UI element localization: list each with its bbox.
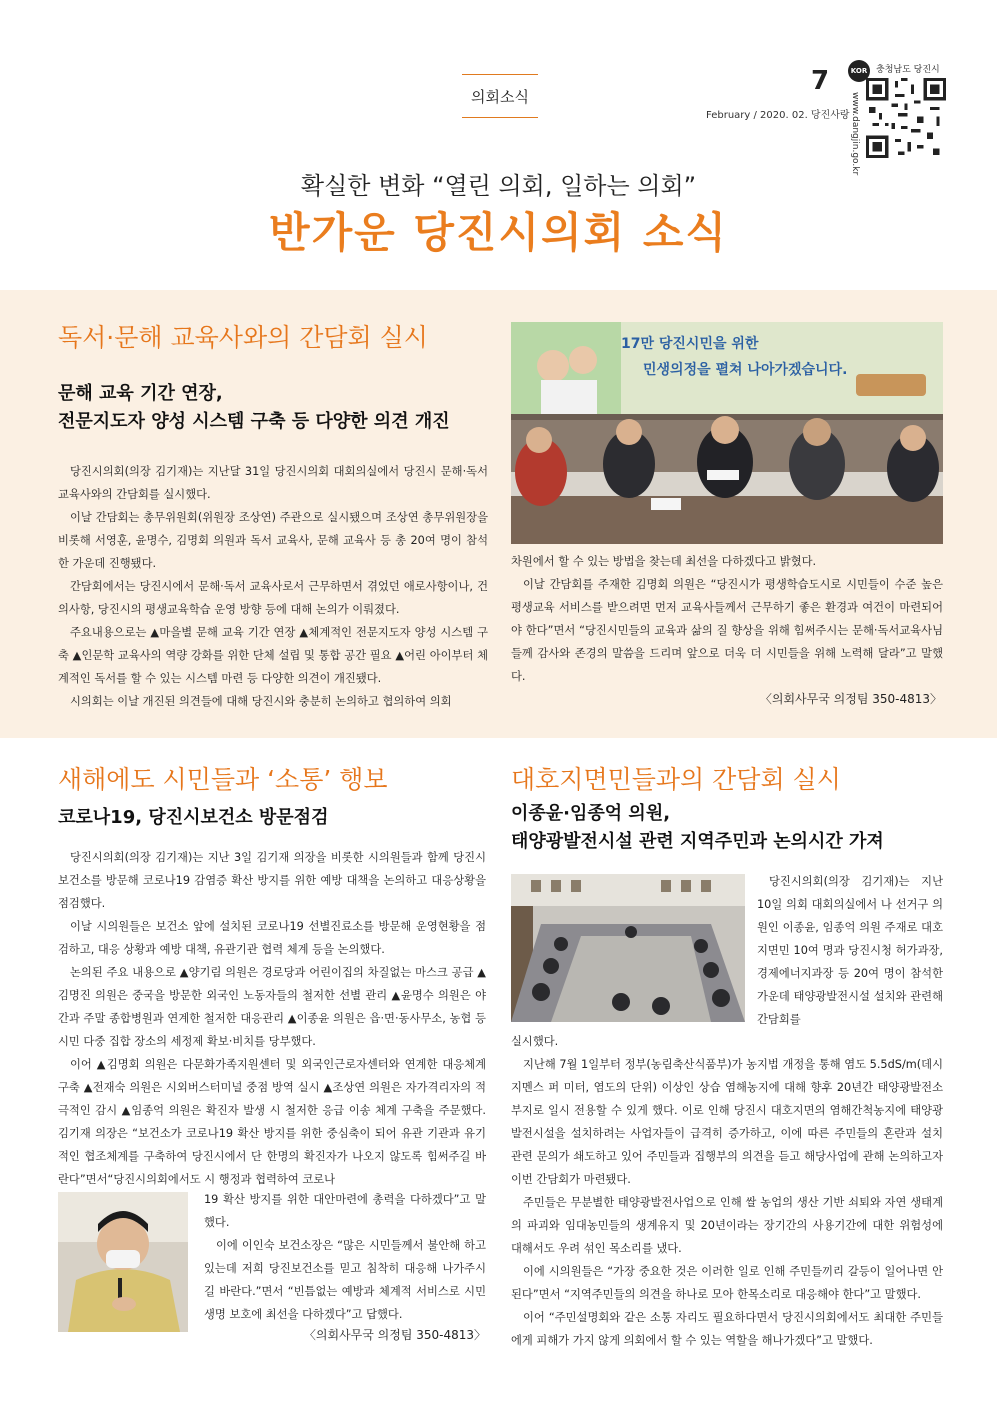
photo-banner-line-1: 17만 당진시민을 위한 <box>621 336 759 352</box>
health-center-photo <box>58 1192 188 1332</box>
paragraph: 당진시의회(의장 김기재)는 지난달 31일 당진시의회 대회의실에서 당진시 문해·독서 교육사와의 간담회를 실시했다. <box>58 465 488 501</box>
paragraph: 주요내용으로는 ▲마을별 문해 교육 기간 연장 ▲체계적인 전문지도자 양성 시스템 구축 ▲인문학 교육사의 역량 강화를 위한 단체 설립 및 통합 공간 필요 ▲어린 아이부터 체계적인 독서를 할 수 있는 시스템 마련 등 다양한 의견이 개진됐다. <box>58 626 488 685</box>
article1-headline: 독서·문해 교육사와의 간담회 실시 <box>58 323 428 352</box>
paragraph: 당진시의회(의장 김기재)는 지난 10일 의회 대회의실에서 나 선거구 의원인 이종윤, 임종억 의원 주재로 대호지면민 10여 명과 당진시청 허가과장, 경제에너지과장 등 20여 명이 참석한 가운데 태양광발전시설 설치와 관련해 간담회를 <box>757 875 943 1026</box>
page-title: 반가운 당진시의회 소식 <box>269 208 728 257</box>
paragraph: 이날 간담회를 주재한 김명회 의원은 “당진시가 평생학습도시로 시민들이 수준 높은 평생교육 서비스를 받으려면 먼저 교육사들께서 근무하기 좋은 환경과 여건이 마련되어야 한다”면서 “당진시민들의 교육과 삶의 질 향상을 위해 힘써주시는 문해·독서교육사님들께 감사와 존경의 말씀을 드리며 앞으로 더욱 더 시민들을 위해 노력해 달라”고 말했다. <box>511 578 943 683</box>
article2-body-tail <box>204 1188 486 1326</box>
article2-subheadline: 코로나19, 당진시보건소 방문점검 <box>58 807 329 828</box>
paragraph: 이어 “주민설명회와 같은 소통 자리도 필요하다면서 당진시의회에서도 최대한 주민들에게 피해가 가지 않게 의회에서 할 수 있는 역할을 해나가겠다”고 말했다. <box>511 1311 943 1347</box>
kor-badge-icon: KOR <box>848 60 870 82</box>
page-number: 7 <box>811 66 830 96</box>
photo-banner-line-2: 민생의정을 펼쳐 나아가겠습니다. <box>643 362 848 378</box>
page-kicker: 확실한 변화 “열린 의회, 일하는 의회” <box>300 172 697 200</box>
article1-body-left <box>58 460 488 713</box>
paragraph: 차원에서 할 수 있는 방법을 찾는데 최선을 다하겠다고 밝혔다. <box>511 555 817 568</box>
paragraph: 19 확산 방지를 위한 대안마련에 총력을 다하겠다”고 말했다. <box>204 1193 486 1229</box>
article3-subheadline-2: 태양광발전시설 관련 지역주민과 논의시간 가져 <box>511 831 884 852</box>
issue-date: February / 2020. 02. 당진사랑 <box>706 110 850 121</box>
qr-code-icon <box>866 78 946 158</box>
paragraph: 이날 시의원들은 보건소 앞에 설치된 코로나19 선별진료소를 방문해 운영현황을 점검하고, 대응 상황과 예방 대책, 유관기관 협력 체계 등을 논의했다. <box>58 920 486 956</box>
paragraph: 시의회는 이날 개진된 의견들에 대해 당진시와 충분히 논의하고 협의하여 의회 <box>70 695 452 708</box>
paragraph: 이날 간담회는 총무위원회(위원장 조상연) 주관으로 실시됐으며 조상연 총무위원장을 비롯해 서영훈, 윤명수, 김명회 의원과 독서 교육사, 문해 교육사 등 총 20여 명이 참석한 가운데 진행됐다. <box>58 511 488 570</box>
article2-headline: 새해에도 시민들과 ‘소통’ 행보 <box>58 765 388 794</box>
publisher-name: 충청남도 당진시 <box>876 65 940 75</box>
article3-body <box>511 1030 943 1352</box>
paragraph: 이에 시의원들은 “가장 중요한 것은 이러한 일로 인해 주민들끼리 갈등이 일어나면 안 된다”면서 “지역주민들의 의견을 하나로 모아 한목소리로 대응해야 한다”고 말했다. <box>511 1265 943 1301</box>
article3-body-beside-photo <box>757 870 943 1031</box>
paragraph: 논의된 주요 내용으로 ▲양기림 의원은 경로당과 어린이집의 차질없는 마스크 공급 ▲김명진 의원은 중국을 방문한 외국인 노동자들의 철저한 선별 관리 ▲윤명수 의원은 야간과 주말 종합병원과 연계한 철저한 대응관리 ▲이종윤 의원은 읍·면·동사무소, 농협 등 시민 다중 집합 장소의 세정제 확보·비치를 당부했다. <box>58 966 486 1048</box>
article2-body <box>58 846 486 1191</box>
paragraph: 주민들은 무분별한 태양광발전사업으로 인해 쌀 농업의 생산 기반 쇠퇴와 자연 생태계의 파괴와 임대농민들의 생계유지 및 20년이라는 장기간의 사용기간에 대한 위험성에 대해서도 우려 섞인 목소리를 냈다. <box>511 1196 943 1255</box>
paragraph: 이에 이인숙 보건소장은 “많은 시민들께서 불안해 하고 있는데 저희 당진보건소를 믿고 침착히 대응해 나가주시길 바란다.”면서 “빈틈없는 예방과 체계적 서비스로 시민생명 보호에 최선을 다하겠다”고 답했다. <box>204 1239 486 1321</box>
article3-headline: 대호지면민들과의 간담회 실시 <box>511 765 841 794</box>
meeting-photo <box>511 322 943 544</box>
article2-contact: 〈의회사무국 의정팀 350-4813〉 <box>303 1328 486 1342</box>
paragraph: 실시했다. <box>511 1035 559 1048</box>
article1-subheadline-1: 문해 교육 기간 연장, <box>58 383 223 404</box>
paragraph: 간담회에서는 당진시에서 문해·독서 교육사로서 근무하면서 겪었던 애로사항이나, 건의사항, 당진시의 평생교육학습 운영 방향 등에 대해 논의가 이뤄졌다. <box>58 580 488 616</box>
article3-subheadline-1: 이종윤·임종억 의원, <box>511 803 671 824</box>
paragraph: 당진시의회(의장 김기재)는 지난 3일 김기재 의장을 비롯한 시의원들과 함께 당진시 보건소를 방문해 코로나19 감염증 확산 방지를 위한 예방 대책을 논의하고 대응상황을 점검했다. <box>58 851 486 910</box>
website-url: www.dangjin.go.kr <box>850 92 860 176</box>
section-tag: 의회소식 <box>462 74 538 118</box>
article1-subheadline-2: 전문지도자 양성 시스템 구축 등 다양한 의견 개진 <box>58 411 450 432</box>
article1-contact: 〈의회사무국 의정팀 350-4813〉 <box>759 692 942 706</box>
council-meeting-photo <box>511 874 745 1022</box>
paragraph: 이어 ▲김명회 의원은 다문화가족지원센터 및 외국인근로자센터와 연계한 대응체계 구축 ▲전재숙 의원은 시외버스터미널 중점 방역 실시 ▲조상연 의원은 자가격리자의 적극적인 감시 ▲임종억 의원은 확진자 발생 시 철저한 응급 이송 체계 구축을 주문했다. 김기재 의장은 “보건소가 코로나19 확산 방지를 위한 중심축이 되어 유관 기관과 유기적인 협조체계를 구축하여 당진시에서 단 한명의 확진자가 나오지 않도록 힘써주길 바란다”면서“당진시의회에서도 시 행정과 협력하여 코로나 <box>58 1058 486 1186</box>
article1-body-right <box>511 550 943 688</box>
paragraph: 지난해 7월 1일부터 정부(농림축산식품부)가 농지법 개정을 통해 염도 5.5dS/m(데시지멘스 퍼 미터, 염도의 단위) 이상인 상습 염해농지에 대해 향후 20년간 태양광발전소 부지로 일시 전용할 수 있게 했다. 이로 인해 당진시 대호지면의 염해간척농지에 태양광발전시설을 설치하려는 사업자들이 급격히 증가하고, 이에 따른 주민들의 혼란과 설치 관련 문의가 쇄도하고 있어 주민들과 집행부의 의견을 듣고 해당사업에 관해 논의하고자 이번 간담회가 마련됐다. <box>511 1058 943 1186</box>
